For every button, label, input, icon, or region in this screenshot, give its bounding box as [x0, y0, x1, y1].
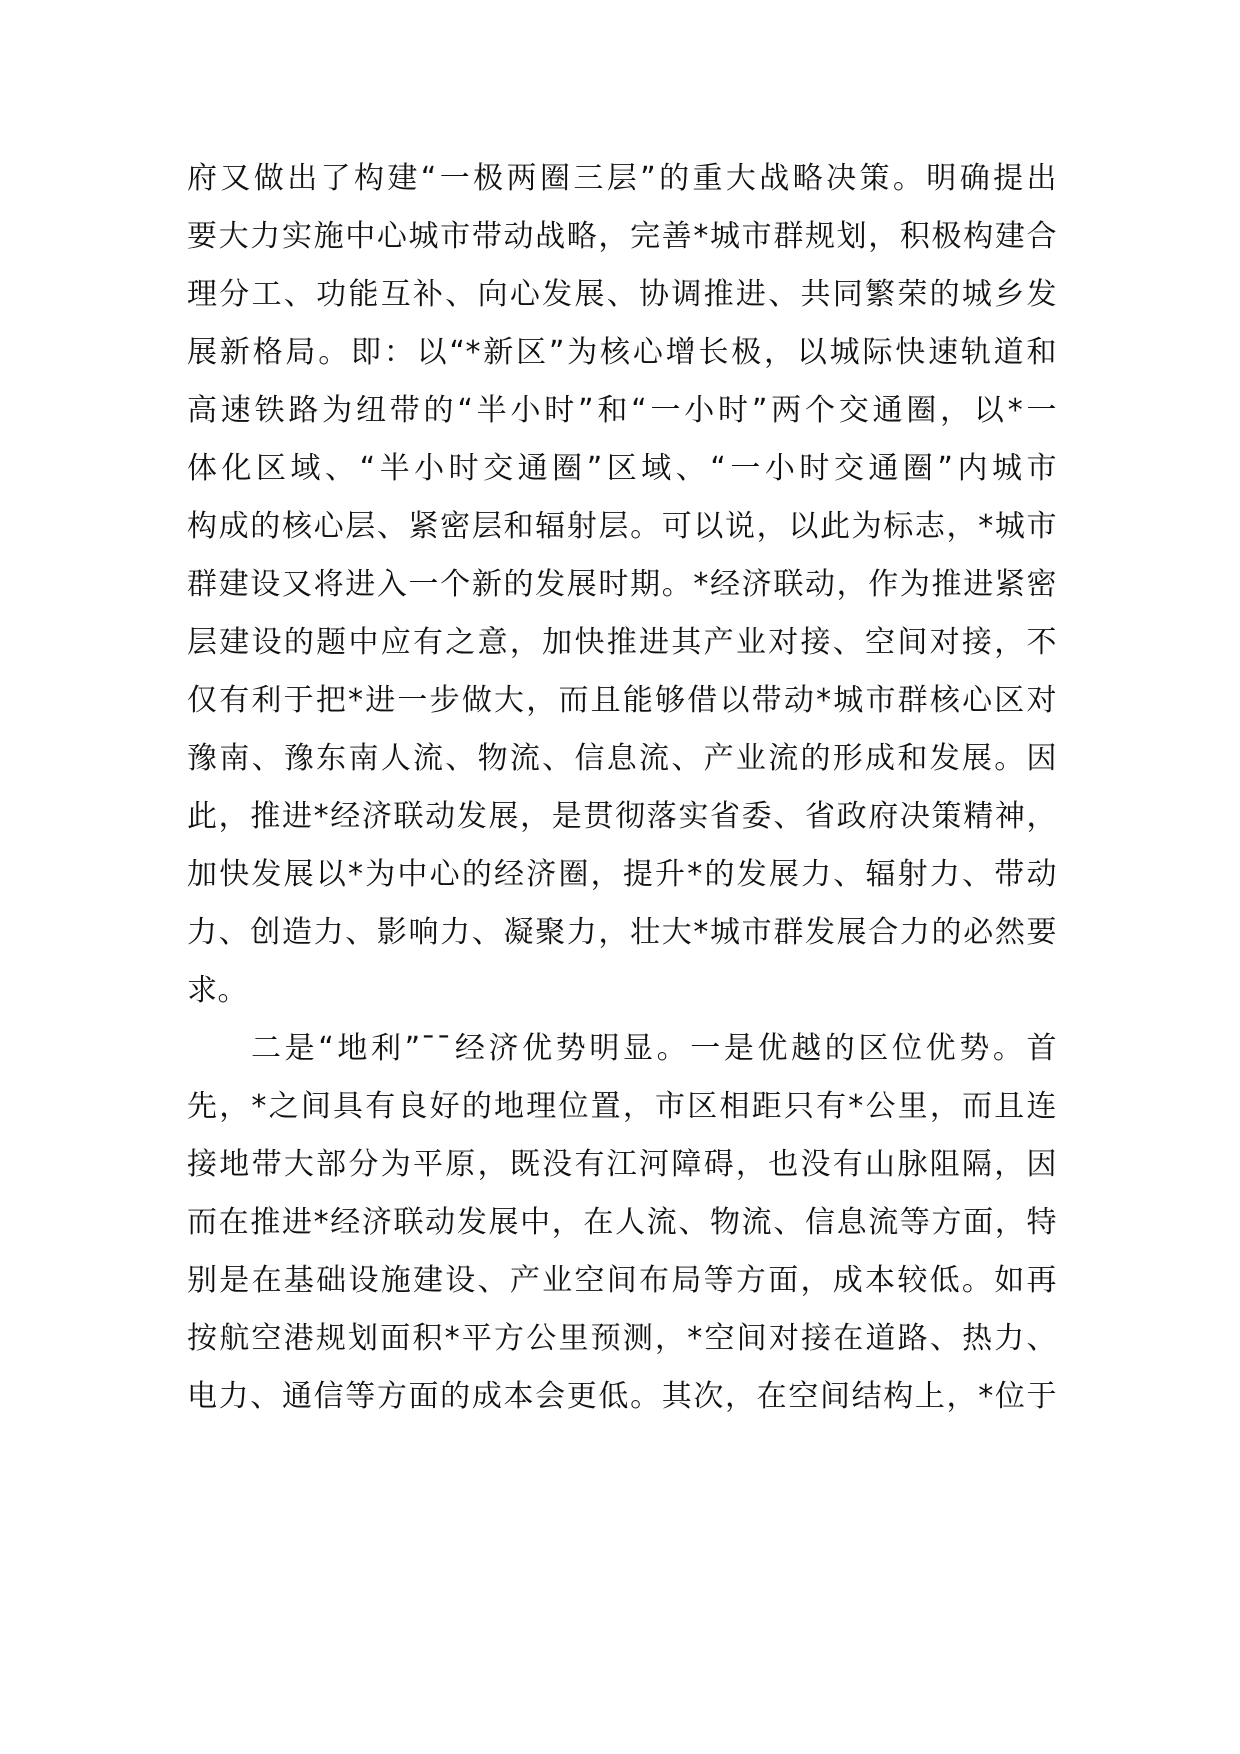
text-line: 而在推进*经济联动发展中，在人流、物流、信息流等方面，特 [187, 1205, 1057, 1240]
text-line: 接地带大部分为平原，既没有江河障碍，也没有山脉阻隔，因 [187, 1147, 1057, 1182]
text-line: 求。 [187, 973, 248, 1008]
text-line: 理分工、功能互补、向心发展、协调推进、共同繁荣的城乡发 [187, 277, 1057, 312]
text-line: 体化区域、“半小时交通圈”区域、“一小时交通圈”内城市 [187, 451, 1057, 486]
text-line: 要大力实施中心城市带动战略，完善*城市群规划，积极构建合 [187, 219, 1057, 254]
text-line: 力、创造力、影响力、凝聚力，壮大*城市群发展合力的必然要 [187, 915, 1057, 950]
text-line: 府又做出了构建“一极两圈三层”的重大战略决策。明确提出 [187, 161, 1057, 196]
text-line: 层建设的题中应有之意，加快推进其产业对接、空间对接，不 [187, 625, 1057, 660]
text-line: 豫南、豫东南人流、物流、信息流、产业流的形成和发展。因 [187, 741, 1057, 776]
text-line: 此，推进*经济联动发展，是贯彻落实省委、省政府决策精神， [187, 799, 1057, 834]
text-line: 电力、通信等方面的成本会更低。其次，在空间结构上，*位于 [187, 1379, 1057, 1414]
text-line: 仅有利于把*进一步做大，而且能够借以带动*城市群核心区对 [187, 683, 1057, 718]
text-line: 展新格局。即：以“*新区”为核心增长极，以城际快速轨道和 [187, 335, 1057, 370]
text-line: 二是“地利”¯¯经济优势明显。一是优越的区位优势。首 [251, 1031, 1057, 1066]
text-line: 先，*之间具有良好的地理位置，市区相距只有*公里，而且连 [187, 1089, 1057, 1124]
text-line: 按航空港规划面积*平方公里预测，*空间对接在道路、热力、 [187, 1321, 1057, 1356]
text-line: 群建设又将进入一个新的发展时期。*经济联动，作为推进紧密 [187, 567, 1057, 602]
text-line: 高速铁路为纽带的“半小时”和“一小时”两个交通圈，以*一 [187, 393, 1057, 428]
text-line: 别是在基础设施建设、产业空间布局等方面，成本较低。如再 [187, 1263, 1057, 1298]
text-line: 加快发展以*为中心的经济圈，提升*的发展力、辐射力、带动 [187, 857, 1057, 892]
text-line: 构成的核心层、紧密层和辐射层。可以说，以此为标志，*城市 [187, 509, 1057, 544]
